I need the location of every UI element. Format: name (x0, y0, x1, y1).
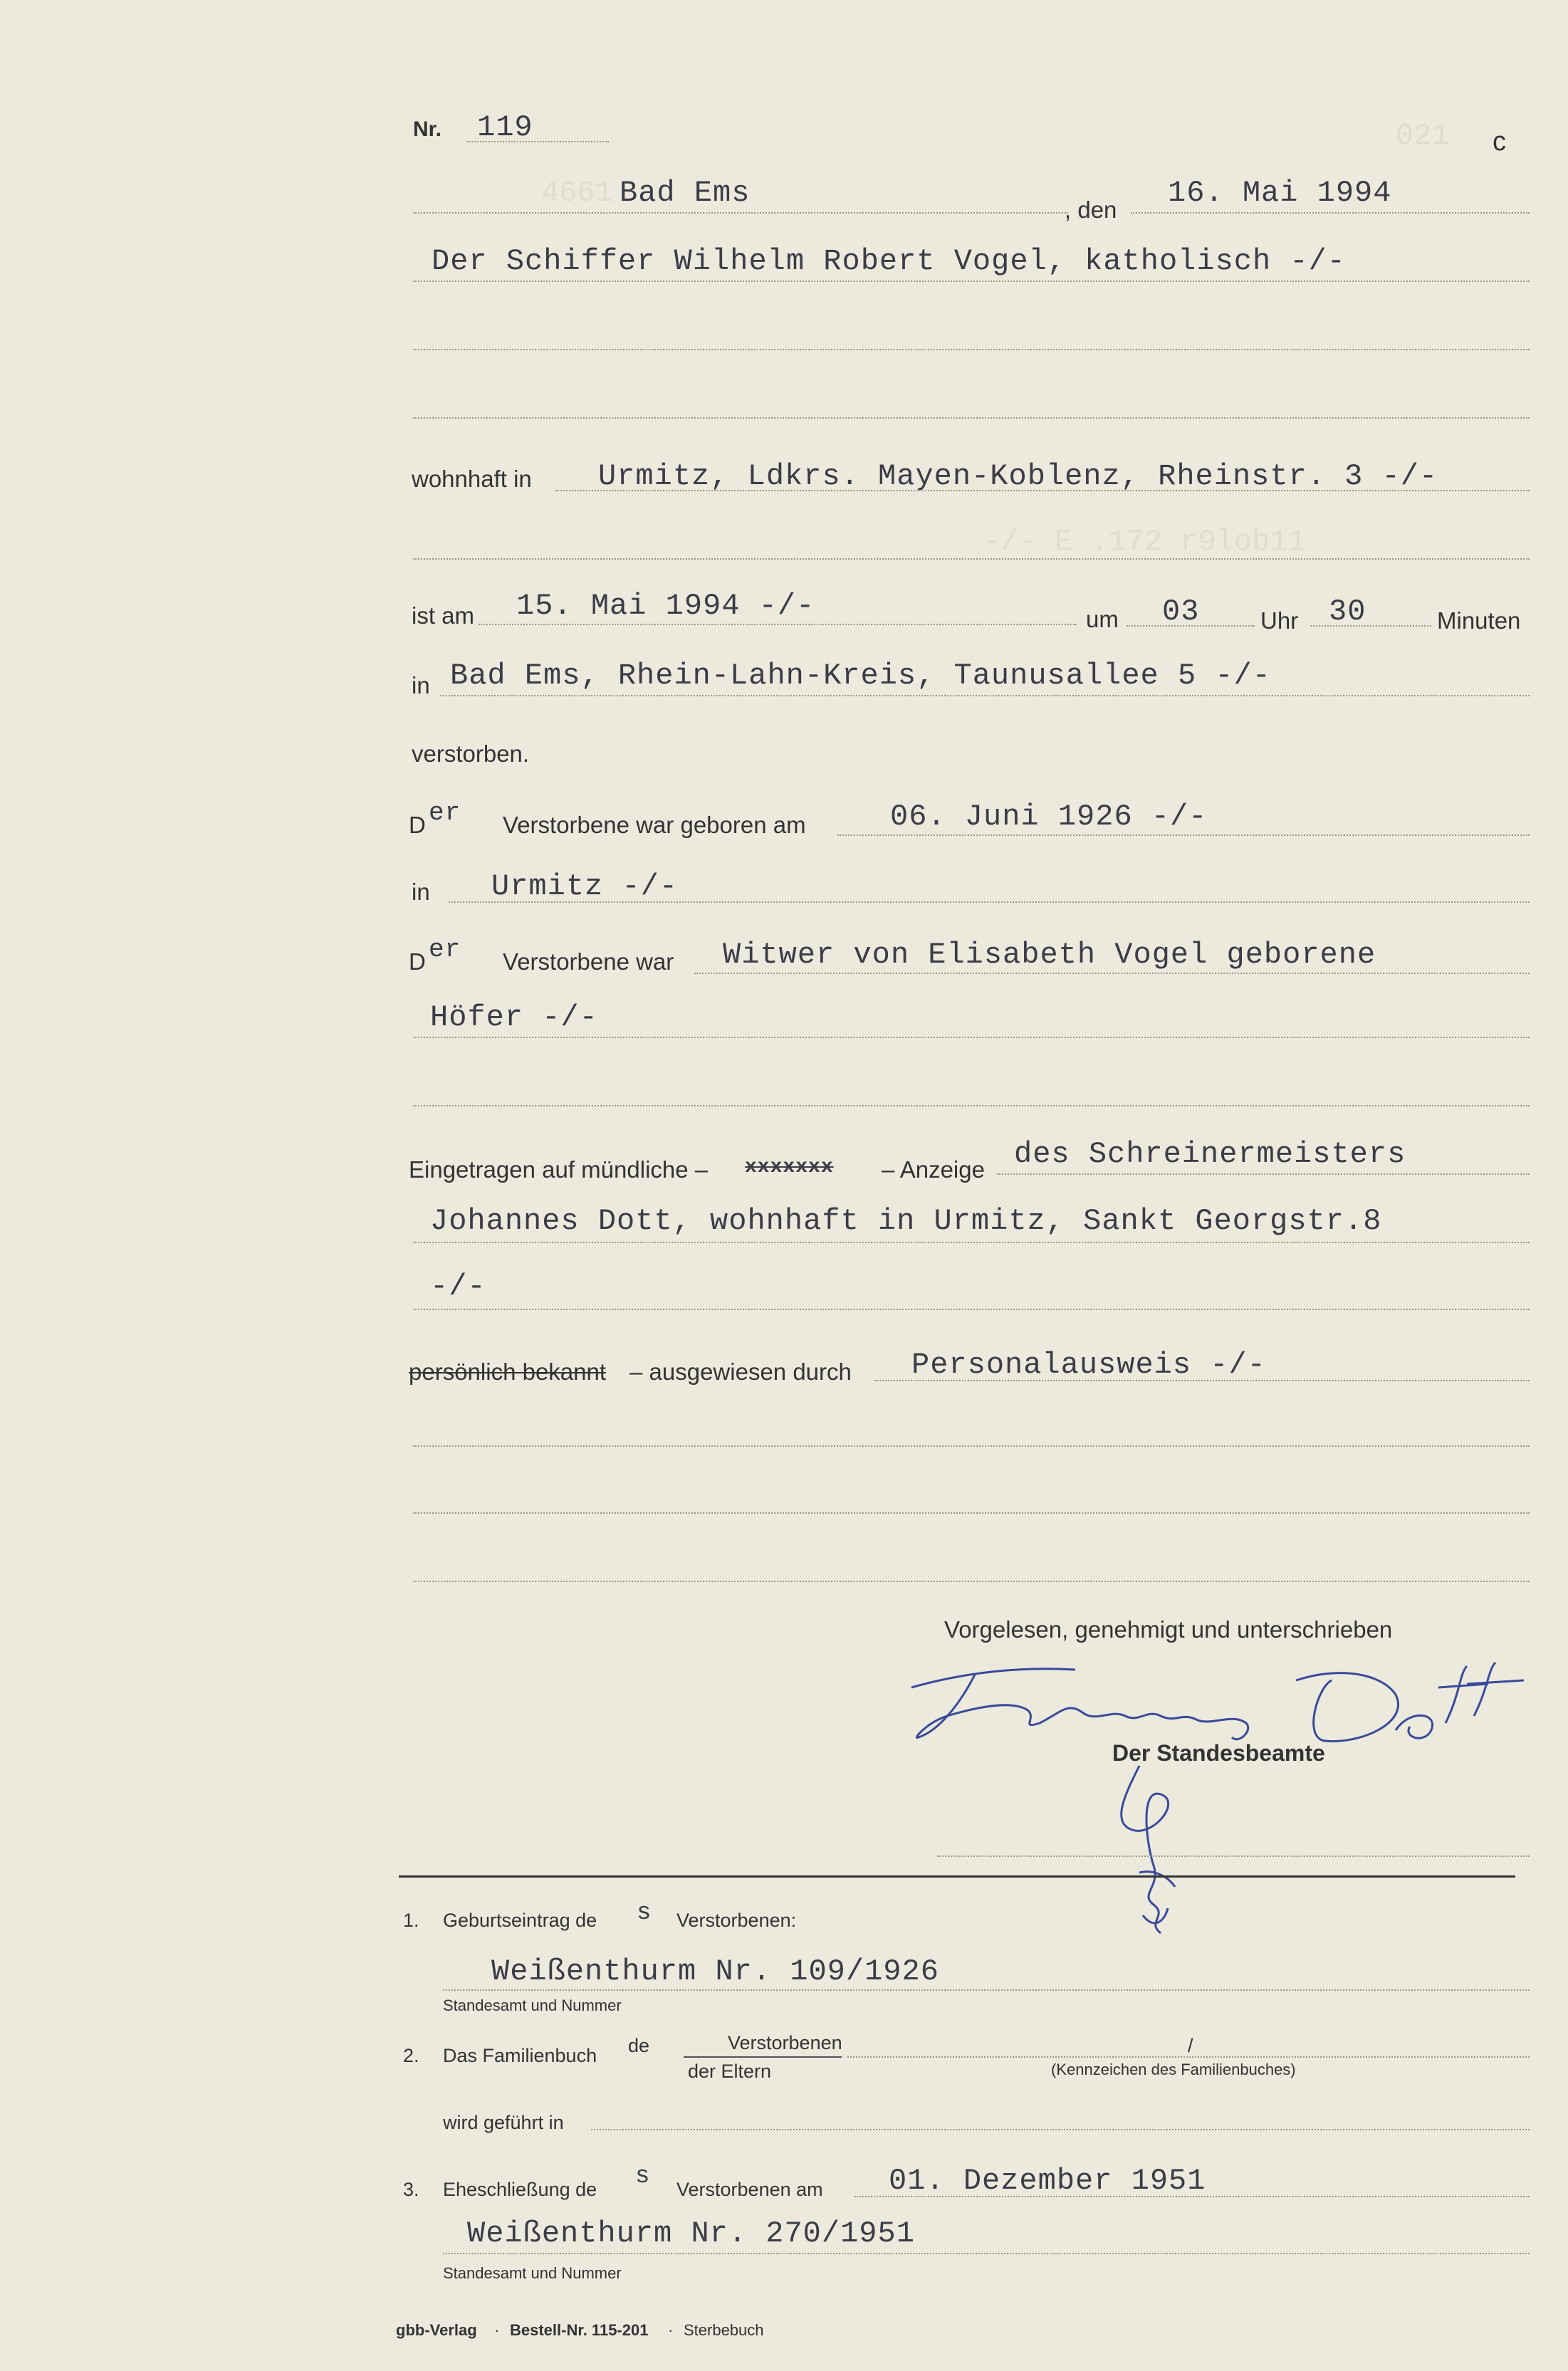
note-2-top: Verstorbenen (728, 2032, 842, 2053)
place-dotted-line (413, 212, 1068, 214)
birth-d-prefix: D (409, 812, 426, 838)
gefuehrt-dotted-line (591, 2129, 1530, 2130)
footer-separator-1: · (494, 2321, 500, 2339)
note-2-slash: / (1188, 2035, 1193, 2056)
minutes-dotted-line (1310, 625, 1431, 627)
death-hour: 03 (1162, 595, 1200, 629)
birth-entry-dotted-line (443, 1989, 1530, 1991)
death-date: 15. Mai 1994 -/- (516, 589, 815, 623)
note-2-gefuehrt: wird geführt in (443, 2112, 564, 2133)
note-2-bottom: der Eltern (688, 2061, 772, 2082)
registrar-dotted-line (937, 1856, 1530, 1857)
status-dotted-line-3 (413, 1105, 1530, 1106)
status-label: Verstorbene war (503, 948, 674, 975)
birth-date: 06. Juni 1926 -/- (890, 800, 1208, 834)
marriage-entry-dotted-line (443, 2253, 1530, 2254)
hour-dotted-line (1127, 625, 1255, 627)
death-place-dotted-line (440, 695, 1530, 696)
death-place: Bad Ems, Rhein-Lahn-Kreis, Taunusallee 5 -/- (450, 659, 1271, 693)
marriage-date: 01. Dezember 1951 (889, 2164, 1206, 2198)
note-3-label-a: Eheschließung de (443, 2179, 597, 2200)
standesbeamte-label: Der Standesbeamte (1112, 1740, 1325, 1766)
birth-entry-value: Weißenthurm Nr. 109/1926 (491, 1954, 939, 1989)
note-1-caption: Standesamt und Nummer (443, 1996, 622, 2014)
birth-place: Urmitz -/- (491, 869, 679, 904)
dotted-line-6 (413, 1512, 1530, 1514)
footer-title: Sterbebuch (684, 2321, 764, 2339)
birth-d-suffix: er (429, 798, 461, 827)
registration-line-1: des Schreinermeisters (1014, 1137, 1406, 1171)
date-dotted-line (1131, 212, 1530, 214)
birth-label: Verstorbene war geboren am (503, 812, 806, 838)
note-3-number: 3. (403, 2179, 419, 2200)
dotted-line-7 (413, 1581, 1530, 1582)
vorgelesen-text: Vorgelesen, genehmigt und unterschrieben (944, 1616, 1393, 1643)
note-2-label: Das Familienbuch (443, 2045, 597, 2066)
note-1-label-b: Verstorbenen: (676, 1910, 797, 1931)
struck-persoenlich-bekannt: persönlich bekannt (409, 1359, 607, 1385)
note-3-caption: Standesamt und Nummer (443, 2264, 622, 2282)
registration-date: 16. Mai 1994 (1168, 176, 1392, 210)
note-2-number: 2. (403, 2045, 419, 2066)
section-divider (399, 1875, 1515, 1878)
familienbuch-dotted-line (847, 2056, 1530, 2058)
death-minutes: 30 (1329, 595, 1366, 629)
identification-dotted-line (874, 1380, 1530, 1381)
registration-dotted-line-1 (997, 1173, 1530, 1175)
note-2-fraction-line (684, 2056, 842, 2058)
identification-label: – ausgewiesen durch (629, 1359, 852, 1385)
deceased-line: Der Schiffer Wilhelm Robert Vogel, katholisch -/- (432, 244, 1347, 278)
death-in-label: in (412, 672, 430, 698)
nr-dotted-line (466, 141, 609, 142)
registration-line-3: -/- (430, 1270, 486, 1304)
death-date-dotted-line (479, 624, 1077, 625)
registration-label-pre: Eingetragen auf mündliche – (409, 1156, 709, 1183)
dotted-line-3 (413, 417, 1530, 419)
struck-word: xxxxxxx (745, 1156, 834, 1178)
footer-order-number: Bestell-Nr. 115-201 (510, 2321, 649, 2339)
registration-line-2: Johannes Dott, wohnhaft in Urmitz, Sankt Georgstr.8 (430, 1204, 1382, 1238)
note-3-sup: s (635, 2163, 651, 2190)
footer-separator-2: · (668, 2321, 674, 2339)
wohnhaft-label: wohnhaft in (412, 466, 532, 492)
status-dotted-line-1 (694, 973, 1530, 974)
minuten-label: Minuten (1437, 607, 1521, 634)
status-d-suffix: er (429, 935, 461, 964)
note-2-caption: (Kennzeichen des Familienbuches) (1051, 2061, 1296, 2078)
registration-dotted-line-3 (413, 1309, 1530, 1310)
registration-dotted-line-2 (413, 1242, 1530, 1243)
status-line-2: Höfer -/- (430, 1000, 598, 1035)
registrar-signature-icon (1097, 1752, 1218, 1937)
identification-value: Personalausweis -/- (911, 1348, 1266, 1382)
status-dotted-line-2 (413, 1037, 1530, 1038)
birth-place-dotted-line (449, 901, 1530, 903)
residence-value: Urmitz, Ldkrs. Mayen-Koblenz, Rheinstr. 3 -/- (598, 459, 1438, 493)
birth-in-label: in (412, 879, 430, 905)
status-d-prefix: D (409, 948, 426, 975)
status-line-1: Witwer von Elisabeth Vogel geborene (723, 938, 1376, 972)
show-through-number: 021 (1396, 119, 1450, 153)
corner-letter: c (1493, 127, 1506, 157)
dotted-line-4 (413, 558, 1530, 560)
um-label: um (1086, 606, 1119, 632)
residence-dotted-line (555, 490, 1530, 491)
uhr-label: Uhr (1260, 607, 1299, 634)
place-of-registration: Bad Ems (620, 176, 751, 210)
note-1-sup: s (637, 1900, 652, 1927)
ist-am-label: ist am (412, 602, 475, 629)
note-1-number: 1. (403, 1910, 419, 1931)
note-3-label-b: Verstorbenen am (676, 2179, 823, 2200)
show-through-date: 4661 (541, 176, 613, 210)
register-number: 119 (477, 110, 533, 145)
marriage-date-dotted-line (854, 2196, 1530, 2197)
dotted-line-1 (413, 281, 1530, 282)
note-1-label-a: Geburtseintrag de (443, 1910, 597, 1931)
den-label: , den (1065, 197, 1117, 223)
birth-date-dotted-line (837, 834, 1530, 836)
dotted-line-5 (413, 1445, 1530, 1447)
registration-label-post: – Anzeige (882, 1156, 985, 1183)
nr-label: Nr. (413, 117, 442, 141)
marriage-entry-value: Weißenthurm Nr. 270/1951 (467, 2216, 915, 2251)
verstorben-label: verstorben. (412, 740, 530, 767)
note-2-de: de (628, 2035, 650, 2056)
dotted-line-2 (413, 349, 1530, 350)
show-through-address: -/- E .172 r9lob11 (983, 525, 1306, 559)
footer-publisher: gbb-Verlag (396, 2321, 477, 2339)
